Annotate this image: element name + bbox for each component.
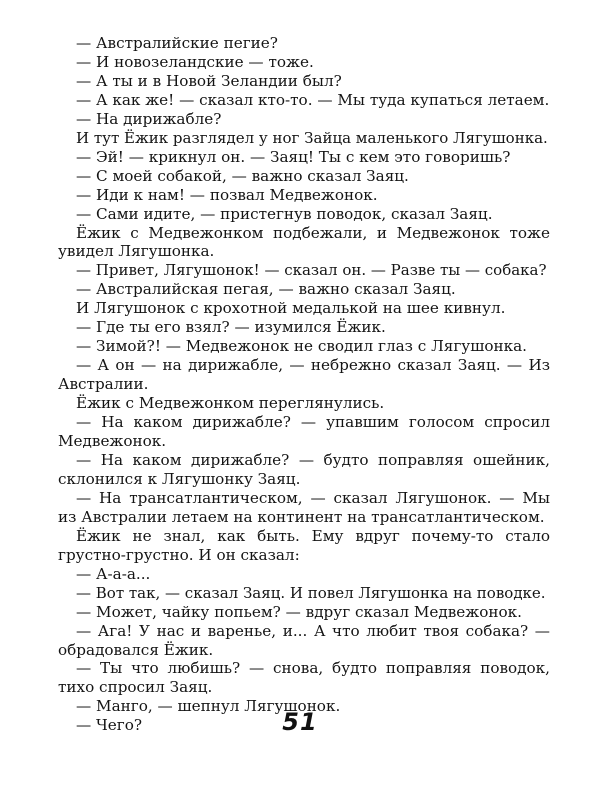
text-line: — А ты и в Новой Зеландии был? xyxy=(76,71,342,90)
text-line: — Австралийские пегие? xyxy=(76,34,278,52)
text-line: И Лягушонок с крохотной медалькой на шее кивнул. xyxy=(76,299,506,318)
text-paragraph: — На каком дирижабле? — упавшим голосом спросил Медвежонок. xyxy=(58,413,550,451)
text-line: — А-а-а... xyxy=(76,564,151,583)
text-line: И тут Ёжик разглядел у ног Зайца маленького Лягушонка. xyxy=(76,128,548,147)
text-paragraph: — Ты что любишь? — снова, будто поправляя поводок, тихо спросил Заяц. xyxy=(58,659,550,697)
text-line: Ёжик с Медвежонком переглянулись. xyxy=(76,394,385,413)
text-line: — Где ты его взял? — изумился Ёжик. xyxy=(76,318,386,337)
text-line: — Иди к нам! — позвал Медвежонок. xyxy=(76,185,378,204)
text-paragraph: Ёжик с Медвежонком подбежали, и Медвежонок тоже увидел Лягушонка. xyxy=(58,223,550,261)
text-paragraph: — На каком дирижабле? — будто поправляя ошейник, склонился к Лягушонку Заяц. xyxy=(58,450,550,488)
text-line: — И новозеландские — тоже. xyxy=(76,52,314,71)
text-line: — Чего? xyxy=(76,716,142,735)
text-line: — А как же! — сказал кто-то. — Мы туда купаться летаем. xyxy=(76,90,550,109)
text-line: — Вот так, — сказал Заяц. И повел Лягушонка на поводке. xyxy=(76,583,546,602)
text-line: — Австралийская пегая, — важно сказал Заяц. xyxy=(76,280,456,299)
page-number: 51 xyxy=(282,708,318,736)
text-line: — Привет, Лягушонок! — сказал он. — Разве ты — собака? xyxy=(76,261,547,280)
page-text xyxy=(58,34,550,735)
text-line: — С моей собакой, — важно сказал Заяц. xyxy=(76,166,409,185)
text-paragraph: — На трансатлантическом, — сказал Лягушонок. — Мы из Австралии летаем на континент на трансатлантическом. xyxy=(58,488,550,526)
text-line: — Зимой?! — Медвежонок не сводил глаз с Лягушонка. xyxy=(76,337,527,356)
text-line: — На дирижабле? xyxy=(76,109,222,128)
text-paragraph: — Ага! У нас и варенье, и... А что любит твоя собака? — обрадовался Ёжик. xyxy=(58,621,550,659)
text-line: — Эй! — крикнул он. — Заяц! Ты с кем это говоришь? xyxy=(76,147,511,166)
text-paragraph: Ёжик не знал, как быть. Ему вдруг почему-то стало грустно-грустно. И он сказал: xyxy=(58,526,550,564)
text-line: — Может, чайку попьем? — вдруг сказал Медвежонок. xyxy=(76,602,522,621)
text-line: — Сами идите, — пристегнув поводок, сказал Заяц. xyxy=(76,204,493,223)
text-line: — Манго, — шепнул Лягушонок. xyxy=(76,697,341,716)
text-paragraph: — А он — на дирижабле, — небрежно сказал Заяц. — Из Австралии. xyxy=(58,356,550,394)
